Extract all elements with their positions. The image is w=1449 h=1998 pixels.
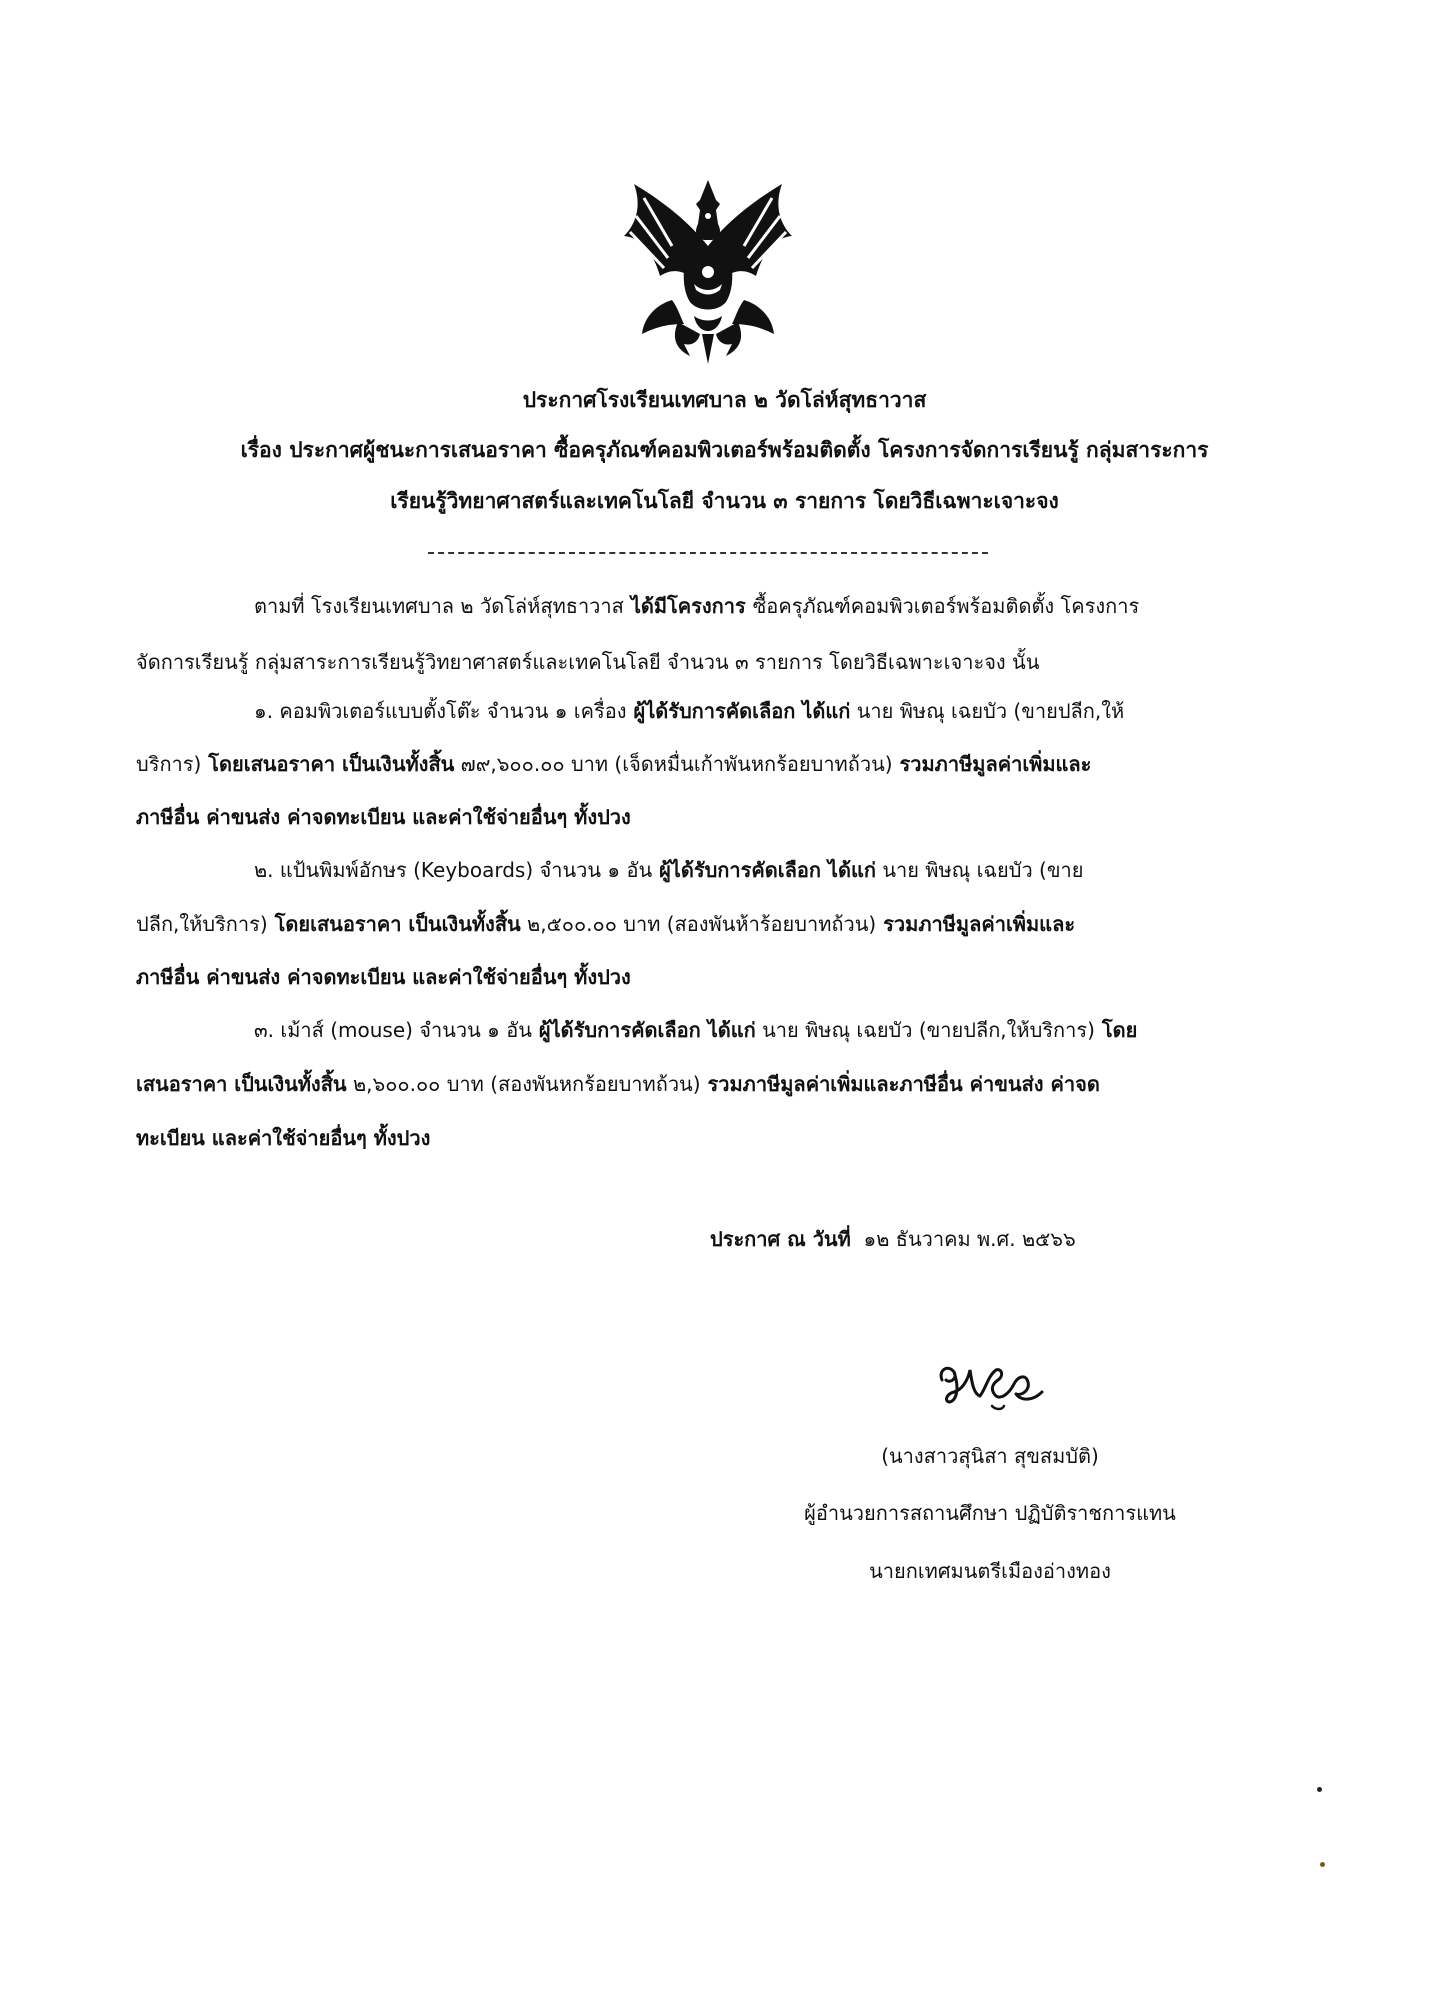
item2-vendor-cont: ปลีก,ให้บริการ) bbox=[136, 912, 268, 936]
item3-price: ๒,๖๐๐.๐๐ บาท (สองพันหกร้อยบาทถ้วน) bbox=[346, 1072, 701, 1096]
item2-line2 bbox=[136, 910, 1075, 938]
handwritten-signature-icon bbox=[930, 1340, 1060, 1420]
item3-line3: ทะเบียน และค่าใช้จ่ายอื่นๆ ทั้งปวง bbox=[136, 1126, 431, 1150]
intro-project: ซื้อครุภัณฑ์คอมพิวเตอร์พร้อมติดตั้ง โครงการ bbox=[752, 594, 1140, 618]
item3-by: โดย bbox=[1094, 1018, 1138, 1042]
item2-selected-label: ผู้ได้รับการคัดเลือก ได้แก่ bbox=[652, 858, 876, 882]
item2-price: ๒,๕๐๐.๐๐ บาท (สองพันห้าร้อยบาทถ้วน) bbox=[520, 912, 877, 936]
scan-speck bbox=[1317, 1787, 1322, 1792]
date-label: ประกาศ ณ วันที่ bbox=[710, 1227, 851, 1251]
item1-vendor: นาย พิษณุ เฉยบัว (ขายปลีก,ให้ bbox=[850, 699, 1125, 723]
announcement-subject-line2: เรียนรู้วิทยาศาสตร์และเทคโนโลยี จำนวน ๓ รายการ โดยวิธีเฉพาะเจาะจง bbox=[390, 489, 1059, 513]
announcement-title: ประกาศโรงเรียนเทศบาล ๒ วัดโล่ห์สุทธาวาส bbox=[522, 388, 927, 412]
intro-line2: จัดการเรียนรู้ กลุ่มสาระการเรียนรู้วิทยาศาสตร์และเทคโนโลยี จำนวน ๓ รายการ โดยวิธีเฉพาะเจาะจง นั้น bbox=[136, 650, 1040, 674]
item1-desc: ๑. คอมพิวเตอร์แบบตั้งโต๊ะ จำนวน ๑ เครื่อง bbox=[254, 699, 627, 723]
item2-line1 bbox=[254, 856, 1083, 884]
item2-price-label: โดยเสนอราคา เป็นเงินทั้งสิ้น bbox=[267, 912, 521, 936]
item1-selected-label: ผู้ได้รับการคัดเลือก ได้แก่ bbox=[626, 699, 851, 723]
item1-price-label: โดยเสนอราคา เป็นเงินทั้งสิ้น bbox=[201, 752, 455, 776]
garuda-emblem-icon bbox=[614, 176, 802, 366]
item1-vat: รวมภาษีมูลค่าเพิ่มและ bbox=[892, 752, 1092, 776]
signatory-position-line1: ผู้อำนวยการสถานศึกษา ปฏิบัติราชการแทน bbox=[804, 1501, 1176, 1525]
announcement-subject-line1: เรื่อง ประกาศผู้ชนะการเสนอราคา ซื้อครุภัณฑ์คอมพิวเตอร์พร้อมติดตั้ง โครงการจัดการเรียนรู้ กลุ่มสาระการ bbox=[240, 438, 1209, 462]
item2-vendor: นาย พิษณุ เฉยบัว (ขาย bbox=[875, 858, 1084, 882]
intro-line1 bbox=[254, 592, 1139, 620]
scan-speck bbox=[1320, 1862, 1325, 1867]
date-value: ๑๒ ธันวาคม พ.ศ. ๒๕๖๖ bbox=[863, 1227, 1076, 1251]
item3-vat: รวมภาษีมูลค่าเพิ่มและภาษีอื่น ค่าขนส่ง ค่าจด bbox=[700, 1072, 1100, 1096]
item2-desc: ๒. แป้นพิมพ์อักษร (Keyboards) จำนวน ๑ อัน bbox=[254, 858, 653, 882]
item2-vat: รวมภาษีมูลค่าเพิ่มและ bbox=[876, 912, 1076, 936]
item1-vendor-cont: บริการ) bbox=[136, 752, 202, 776]
item1-line3: ภาษีอื่น ค่าขนส่ง ค่าจดทะเบียน และค่าใช้จ่ายอื่นๆ ทั้งปวง bbox=[136, 805, 631, 829]
intro-has-project: ได้มีโครงการ bbox=[623, 594, 753, 618]
item3-line2 bbox=[136, 1070, 1100, 1098]
signatory-position-line2: นายกเทศมนตรีเมืองอ่างทอง bbox=[869, 1559, 1111, 1583]
item1-price: ๗๙,๖๐๐.๐๐ บาท (เจ็ดหมื่นเก้าพันหกร้อยบาทถ้วน) bbox=[454, 752, 893, 776]
signatory-name: (นางสาวสุนิสา สุขสมบัติ) bbox=[881, 1444, 1099, 1468]
item3-line1 bbox=[254, 1016, 1137, 1044]
item3-offer: เสนอราคา bbox=[136, 1072, 228, 1096]
item2-line3: ภาษีอื่น ค่าขนส่ง ค่าจดทะเบียน และค่าใช้จ่ายอื่นๆ ทั้งปวง bbox=[136, 965, 631, 989]
item3-vendor: นาย พิษณุ เฉยบัว (ขายปลีก,ให้บริการ) bbox=[755, 1018, 1095, 1042]
item3-desc: ๓. เม้าส์ (mouse) จำนวน ๑ อัน bbox=[254, 1018, 532, 1042]
dashed-divider bbox=[428, 552, 988, 554]
intro-school: ตามที่ โรงเรียนเทศบาล ๒ วัดโล่ห์สุทธาวาส bbox=[254, 594, 624, 618]
item3-selected-label: ผู้ได้รับการคัดเลือก ได้แก่ bbox=[531, 1018, 756, 1042]
item3-price-label: เป็นเงินทั้งสิ้น bbox=[227, 1072, 347, 1096]
item1-line2 bbox=[136, 750, 1091, 778]
item1-line1 bbox=[254, 697, 1124, 725]
announcement-date bbox=[710, 1225, 1076, 1253]
